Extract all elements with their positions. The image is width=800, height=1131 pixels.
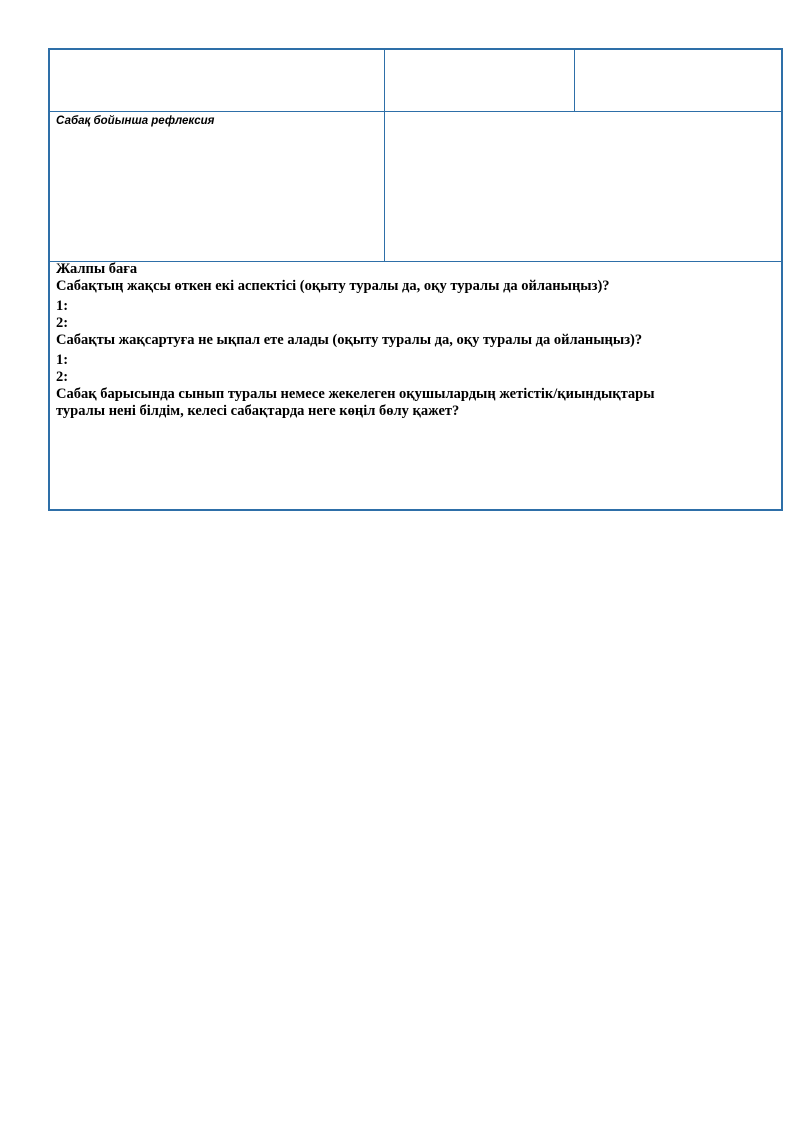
question-learned-line-2: туралы нені білдім, келесі сабақтарда неге көңіл бөлу қажет? bbox=[56, 403, 460, 419]
answer-2-line: 2: bbox=[56, 315, 69, 331]
empty-cell-top-left bbox=[50, 50, 384, 111]
answer-1-line: 1: bbox=[56, 352, 69, 368]
question-good-aspects: Сабақтың жақсы өткен екі аспектісі (оқыту туралы да, оқу туралы да ойланыңыз)? bbox=[56, 278, 610, 294]
lesson-plan-table bbox=[48, 48, 783, 511]
column-divider-1 bbox=[384, 50, 385, 261]
empty-cell-top-right bbox=[576, 50, 781, 111]
answer-2-line: 2: bbox=[56, 369, 69, 385]
answer-1-line: 1: bbox=[56, 298, 69, 314]
summary-heading: Жалпы баға bbox=[56, 261, 138, 277]
empty-cell-top-middle bbox=[386, 50, 574, 111]
reflection-label: Сабақ бойынша рефлексия bbox=[56, 115, 215, 127]
question-improvements: Сабақты жақсартуға не ықпал ете алады (оқыту туралы да, оқу туралы да ойланыңыз)? bbox=[56, 332, 643, 348]
reflection-content-cell bbox=[386, 113, 781, 260]
question-learned-line-1: Сабақ барысында сынып туралы немесе жекелеген оқушылардың жетістік/қиындықтары bbox=[56, 386, 655, 402]
row-divider-1 bbox=[50, 111, 781, 112]
summary-section bbox=[56, 261, 756, 420]
column-divider-2 bbox=[574, 50, 575, 111]
